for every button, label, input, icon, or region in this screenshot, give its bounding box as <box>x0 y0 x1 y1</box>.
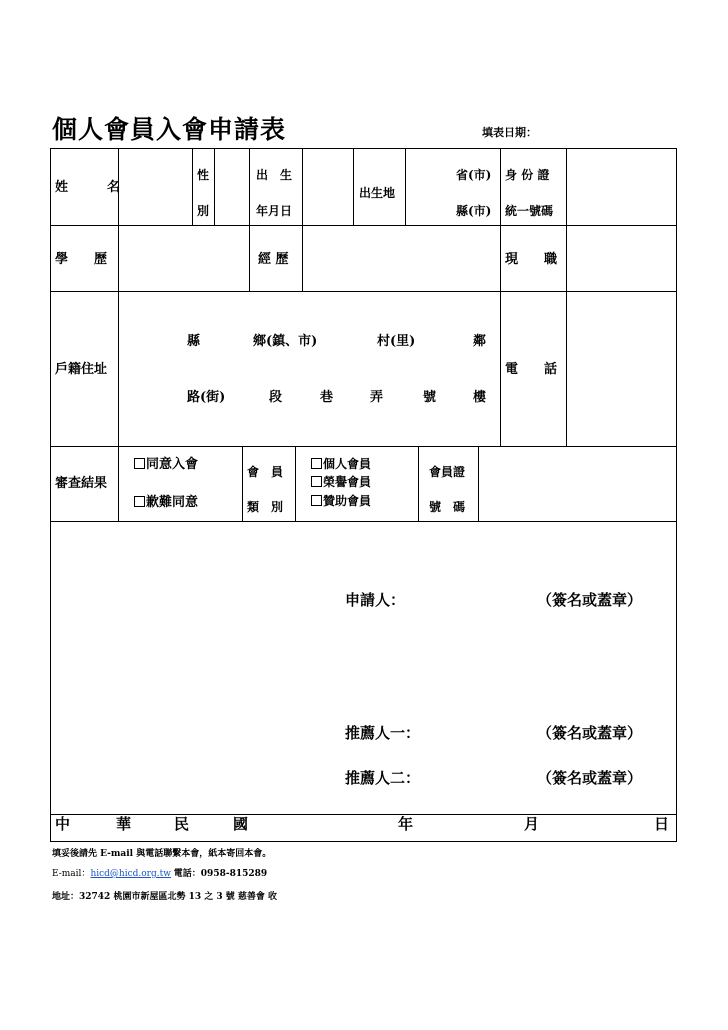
type-honor-label: 榮譽會員 <box>323 475 372 489</box>
cert-number-label-1: 會員證 <box>429 465 466 479</box>
decline-checkbox[interactable] <box>134 496 145 507</box>
col-divider <box>214 149 215 226</box>
address-road: 路(街) <box>187 390 226 405</box>
review-result-label: 審查結果 <box>55 476 108 491</box>
cert-number-label-2: 號 碼 <box>429 500 466 514</box>
address-county: 縣 <box>187 334 201 349</box>
col-divider <box>478 446 479 522</box>
type-honor-option[interactable] <box>311 476 371 488</box>
agree-checkbox[interactable] <box>134 458 145 469</box>
personal-member-checkbox[interactable] <box>311 458 322 469</box>
type-personal-label: 個人會員 <box>323 457 372 471</box>
county-label: 縣(市) <box>456 204 492 218</box>
name-label: 姓 名 <box>55 180 121 195</box>
type-personal-option[interactable] <box>311 458 371 470</box>
decline-option-label: 歉難同意 <box>146 495 199 510</box>
date-hua: 華 <box>116 815 132 833</box>
address-alley: 弄 <box>370 390 384 405</box>
agree-option-label: 同意入會 <box>146 457 199 472</box>
date-year: 年 <box>398 815 414 833</box>
col-divider <box>302 149 303 292</box>
col-divider <box>249 149 250 292</box>
col-divider <box>418 446 419 522</box>
birth-label-2: 年月日 <box>256 204 293 218</box>
education-label: 學 歷 <box>55 252 108 267</box>
col-divider <box>242 446 243 522</box>
gender-label-1: 性 <box>197 168 210 182</box>
recommender2-label: 推薦人二： <box>345 769 421 787</box>
footer-note: 填妥後請先 E-mail 與電話聯繫本會，紙本寄回本會。 <box>52 849 272 859</box>
date-min: 民 <box>174 815 190 833</box>
agree-option[interactable] <box>134 458 198 471</box>
date-zhong: 中 <box>55 815 71 833</box>
id-label-2: 統一號碼 <box>505 204 554 218</box>
address-village: 村(里) <box>377 334 416 349</box>
row-divider <box>51 814 676 815</box>
honor-member-checkbox[interactable] <box>311 476 322 487</box>
date-month: 月 <box>524 815 540 833</box>
col-divider <box>500 149 501 447</box>
birth-label-1: 出 生 <box>256 168 293 182</box>
col-divider <box>353 149 354 226</box>
decline-option[interactable] <box>134 496 198 509</box>
footer-phone: 電話：0958-815289 <box>173 869 268 879</box>
row-divider <box>51 291 676 292</box>
applicant-label: 申請人： <box>345 591 406 609</box>
row-divider <box>51 521 676 522</box>
address-number: 號 <box>423 390 437 405</box>
current-job-label: 現 職 <box>505 252 558 267</box>
type-sponsor-option[interactable] <box>311 495 371 507</box>
recommender2-sign-note: （簽名或蓋章） <box>537 769 643 787</box>
email-label: E-mail： <box>52 869 91 879</box>
recommender1-label: 推薦人一： <box>345 724 421 742</box>
page-title: 個人會員入會申請表 <box>52 115 287 144</box>
province-label: 省(市) <box>456 168 492 182</box>
address-neighborhood: 鄰 <box>473 334 487 349</box>
member-type-label-1: 會 員 <box>247 465 284 479</box>
member-type-label-2: 類 別 <box>247 500 284 514</box>
address-section: 段 <box>269 390 283 405</box>
col-divider <box>566 149 567 447</box>
gender-label-2: 別 <box>197 204 210 218</box>
recommender1-sign-note: （簽名或蓋章） <box>537 724 643 742</box>
experience-label: 經 歷 <box>258 252 289 267</box>
birthplace-label: 出生地 <box>359 186 396 200</box>
col-divider <box>405 149 406 226</box>
date-guo: 國 <box>233 815 249 833</box>
col-divider <box>192 149 193 226</box>
fill-date-label: 填表日期： <box>482 126 537 139</box>
address-township: 鄉(鎮、市) <box>253 334 318 349</box>
application-form-table <box>50 148 677 842</box>
email-link[interactable]: hicd@hicd.org.tw <box>90 869 171 879</box>
footer-contact <box>52 870 267 879</box>
col-divider <box>295 446 296 522</box>
row-divider <box>51 225 676 226</box>
footer-address: 地址：32742 桃園市新屋區北勢 13 之 3 號 慈善會 收 <box>52 892 278 902</box>
address-lane: 巷 <box>320 390 334 405</box>
address-floor: 樓 <box>473 390 487 405</box>
type-sponsor-label: 贊助會員 <box>323 494 372 508</box>
col-divider <box>118 446 119 522</box>
id-label-1: 身 份 證 <box>505 168 550 182</box>
sponsor-member-checkbox[interactable] <box>311 495 322 506</box>
date-day: 日 <box>654 815 670 833</box>
phone-label: 電 話 <box>505 362 558 377</box>
address-label: 戶籍住址 <box>55 362 108 377</box>
applicant-sign-note: （簽名或蓋章） <box>537 591 643 609</box>
row-divider <box>51 446 676 447</box>
